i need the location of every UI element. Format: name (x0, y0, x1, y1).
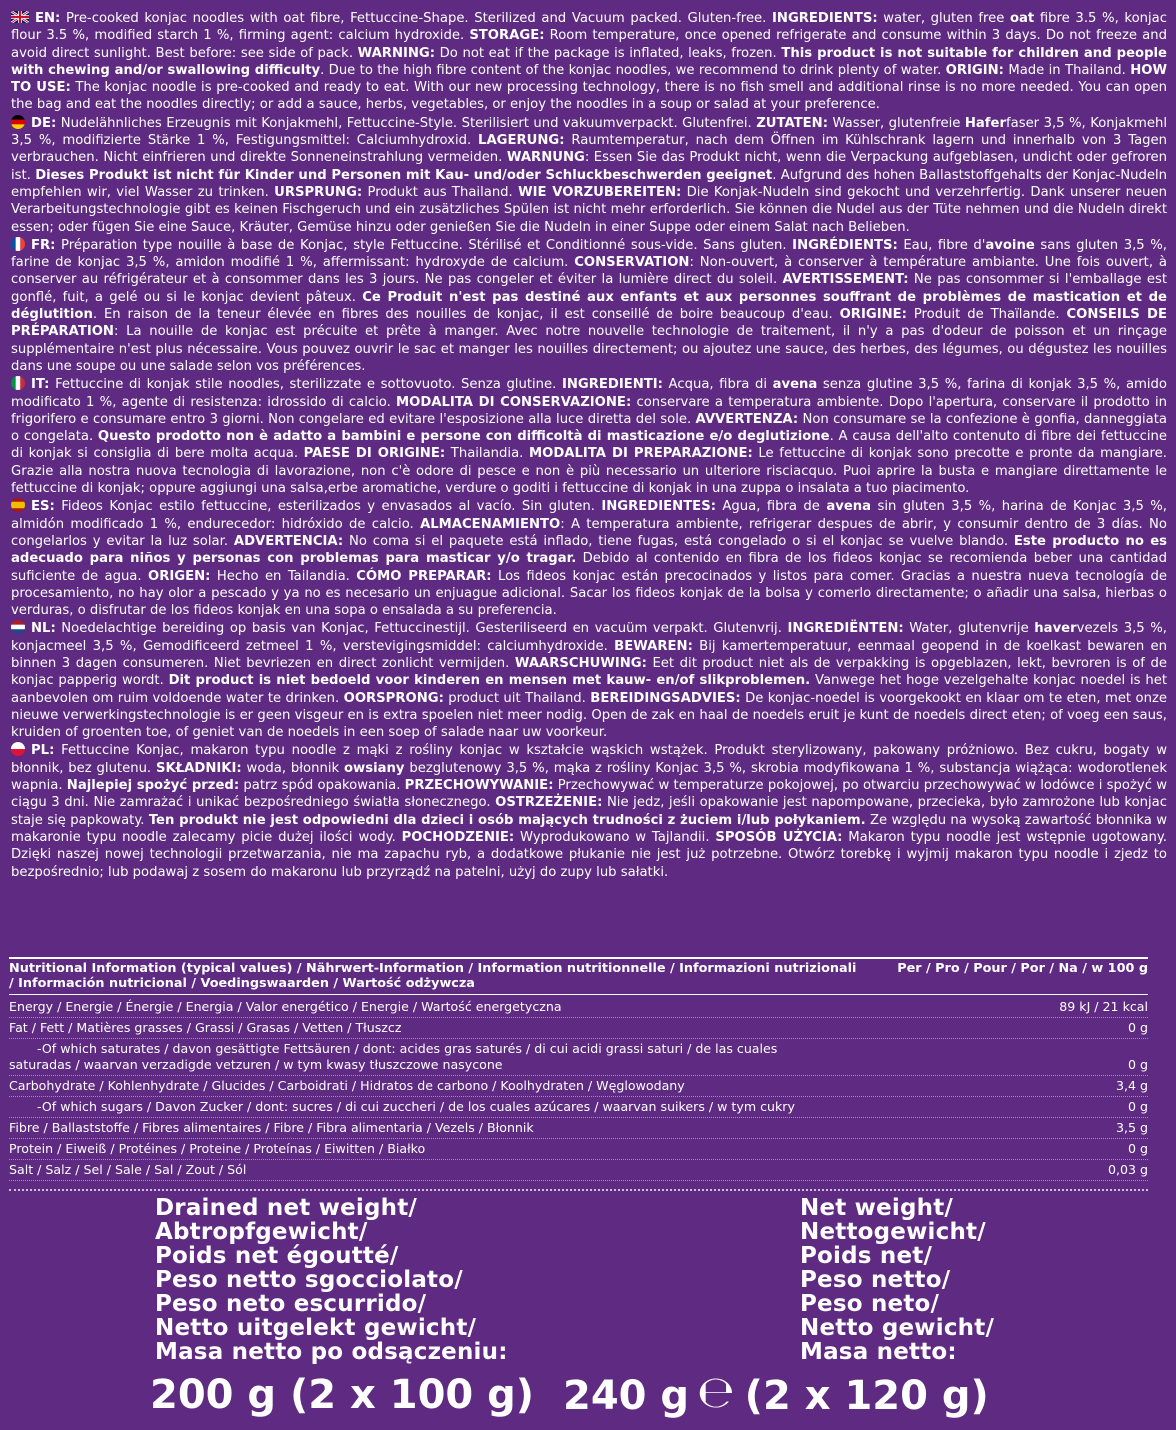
text-segment: Made in Thailand. (1003, 62, 1131, 78)
nutrient-label: Fat / Fett / Matières grasses / Grassi / Grasas / Vetten / Tłuszcz (9, 1020, 402, 1035)
text-segment: . Aufgrund des hohen Ballaststoffgehalts der Konjac-Nudeln empfehlen wir, viel Wasser zu trinken. (11, 167, 1167, 200)
netherlands-flag-icon (11, 620, 25, 634)
bold-text-segment: SKŁADNIKI: (156, 760, 242, 776)
uk-flag-icon (11, 11, 29, 23)
bold-text-segment: ALMACENAMIENTO (420, 516, 561, 532)
france-flag-icon (11, 237, 25, 251)
nutrient-value: 0 g (1127, 1057, 1148, 1072)
text-segment: sin gluten 3,5 %, harina de Konjac 3,5 %, almidón modificado 1 %, endurecedor: hidróxido de calcio. (11, 499, 1167, 532)
text-segment: Los fideos konjac están precocinados y listos para comer. Gracias a nuestra nueva tecnología de procesamiento, no hay olor a pescado y ya no es necesario un enjuague adicional. Sacar los fideos konjak de la bolsa y comerlo directamente; o añadir una salsa, hierbas o verduras, o disfrutar de los fideos konjak en una sopa o ensalada a su preferencia. (11, 568, 1167, 619)
text-segment: Le fettuccine di konjak sono precotte e pronte da mangiare. Grazie alla nostra nuova tecnologia di lavorazione, non c'è odore di pesce e non è più necessario un ulteriore risciacquo. Puoi aprire la busta e mangiare direttamente le fettuccine di konjak; oppure aggiungi una salsa,erbe aromatiche, verdure o goditi i fettuccine di konjak in una zuppa o insalata a tuo piacimento. (11, 446, 1167, 497)
bold-text-segment: haver (1034, 621, 1077, 637)
weight-label-line: Peso netto/ (800, 1267, 951, 1293)
bold-text-segment: MODALITA DI CONSERVAZIONE: (396, 394, 632, 410)
bold-text-segment: ADVERTENCIA: (233, 533, 344, 549)
text-segment: De konjac-noedel is voorgekookt en klaar om te eten, met onze nieuwe verwerkingstechnologie is er geen visgeur en is extra spoelen niet meer nodig. Open de zak en haal de noedels eruit je kunt de noedels direct eten; of voeg een saus, kruiden of groenten toe, of geniet van de noedels in een soep of salade naar uw voorkeur. (11, 690, 1167, 741)
bold-text-segment: NL: (31, 621, 56, 637)
text-segment: Wasser, glutenfreie (827, 115, 965, 131)
text-segment: Bij kamertemperatuur, eenmaal geopend in de koelkast bewaren en binnen 3 dagen consumeren. Niet bevriezen en direct zonlicht vermijden. (11, 638, 1167, 671)
weight-label-line: Masa netto: (800, 1339, 957, 1365)
bold-text-segment: INGREDIENTI: (561, 377, 663, 393)
net-weight-section (0, 1196, 1176, 1430)
bold-text-segment: Questo prodotto non è adatto a bambini e persone con difficoltà di masticazione e/o deglutizione (97, 429, 830, 445)
bold-text-segment: MODALITA DI PREPARAZIONE: (529, 446, 753, 462)
text-segment: Fettuccine di konjak stile noodles, sterilizzate e sottovuoto. Senza glutine. (49, 377, 562, 393)
text-segment: The konjac noodle is pre-cooked and ready to eat. With our new processing technology, there is no fish smell and additional rinse is no more needed. You can open the bag and eat the noodles directly; or add a sauce, herbs, vegetables, or enjoy the noodles in a soup or salad at your preference. (11, 80, 1167, 113)
nutrition-row (9, 1097, 1148, 1118)
bold-text-segment: FR: (31, 237, 56, 253)
weight-label-line: Drained net weight/ (155, 1195, 418, 1221)
bold-text-segment: Ce Produit n'est pas destiné aux enfants et aux personnes souffrant de problèmes de mastication et de déglutition (11, 289, 1168, 323)
lang-block-fr (11, 237, 1167, 375)
nutrition-table-bottom-rule (9, 1181, 1148, 1191)
bold-text-segment: AVERTISSEMENT: (782, 272, 909, 288)
net-weight-detail: (2 x 120 g) (744, 1373, 989, 1419)
nutrition-table (9, 957, 1148, 1191)
nutrient-label (9, 1041, 1118, 1073)
text-segment: Non consumare se la confezione è gonfia, danneggiata o congelata. (11, 411, 1167, 445)
bold-text-segment: OORSPRONG: (343, 690, 444, 706)
lang-block-es (11, 498, 1167, 619)
nutrient-label: Protein / Eiweiß / Protéines / Proteine / Proteínas / Eiwitten / Białko (9, 1141, 426, 1156)
nutrition-row (9, 1018, 1148, 1039)
lang-block-pl (11, 742, 1167, 880)
bold-text-segment: Este producto no es adecuado para niños y personas con problemas para masticar y/o tragar. (11, 533, 1167, 567)
bold-text-segment: Dit product is niet bedoeld voor kinderen en mensen met kauw- en/of slikproblemen. (168, 673, 811, 689)
bold-text-segment: OSTRZEŻENIE: (495, 795, 603, 811)
bold-text-segment: PRZECHOWYWANIE: (404, 778, 554, 794)
text-segment: Fettuccine Konjac, makaron typu noodle z mąki z rośliny konjac w kształcie wąskich wstążek. Produkt sterylizowany, pakowany próżniowo. Bez cukru, bogaty w błonnik, bez glutenu. (11, 743, 1167, 776)
text-segment: vezels 3,5 %, konjacmeel 3,5 %, Gemodificeerd zetmeel 1 %, verstevigingsmiddel: calciumhydroxide. (11, 621, 1167, 654)
weight-label-line: Masa netto po odsączeniu: (155, 1339, 508, 1365)
bold-text-segment: CONSEILS DE PRÉPARATION (11, 307, 1167, 340)
drained-weight-labels (155, 1196, 508, 1364)
bold-text-segment: IT: (31, 377, 50, 393)
nutrition-table-title: Nutritional Information (typical values) / Nährwert-Information / Information nutritionnelle / Informazioni nutrizionali / Información nutricional / Voedingswaarden / Wartość odżywcza (9, 961, 857, 991)
text-segment: . A causa dell'alto contenuto di fibre dei fettuccine di konjak si consiglia di bere molta acqua. (11, 429, 1167, 462)
text-segment: sans gluten 3,5 %, farine de konjac 3,5 %, amidon modifié 1 %, affermissant: hydroxyde de calcium. (11, 237, 1167, 271)
nutrient-value: 3,5 g (1115, 1120, 1148, 1135)
nutrient-label: Fibre / Ballaststoffe / Fibres alimentaires / Fibre / Fibra alimentaria / Vezels / Błonnik (9, 1120, 534, 1135)
nutrient-label: Carbohydrate / Kohlenhydrate / Glucides / Carboidrati / Hidratos de carbono / Koolhydraten / Węglowodany (9, 1078, 685, 1093)
bold-text-segment: PAESE DI ORIGINE: (303, 446, 446, 462)
text-segment: Pre-cooked konjac noodles with oat fibre, Fettuccine-Shape. Sterilized and Vacuum packed. Gluten-free. (60, 11, 772, 26)
text-segment: Fideos Konjac estilo fettuccine, esterilizados y envasados al vacío. Sin gluten. (54, 499, 602, 515)
bold-text-segment: INGREDIENTS: (772, 11, 878, 26)
text-segment: patrz spód opakowania. (239, 778, 405, 794)
nutrient-label: -Of which sugars / Davon Zucker / dont: sucres / di cui zuccheri / de los cuales azúcares / waarvan suikers / w tym cukry (37, 1099, 795, 1114)
bold-text-segment: LAGERUNG: (478, 133, 565, 149)
nutrition-row (9, 1139, 1148, 1160)
bold-text-segment: Ten produkt nie jest odpowiedni dla dzieci i osób mających trudności z żuciem i/lub połykaniem. (148, 812, 866, 828)
weight-label-line: Abtropfgewicht/ (155, 1219, 368, 1245)
bold-text-segment: DE: (31, 115, 57, 131)
bold-text-segment: INGRÉDIENTS: (792, 237, 898, 253)
lang-block-nl (11, 620, 1167, 741)
bold-text-segment: ORIGIN: (945, 62, 1004, 78)
bold-text-segment: oat (1009, 11, 1035, 26)
weight-label-line: Net weight/ (800, 1195, 954, 1221)
bold-text-segment: avena (772, 377, 818, 393)
nutrient-value: 0 g (1127, 1020, 1148, 1035)
nutrient-value: 89 kJ / 21 kcal (1059, 999, 1148, 1014)
text-segment: Noedelachtige bereiding op basis van Konjac, Fettuccinestijl. Gesteriliseerd en vacuüm verpakt. Glutenvrij. (55, 621, 788, 637)
bold-text-segment: WARNING: (357, 45, 436, 61)
text-segment: product uit Thailand. (443, 690, 591, 706)
text-segment: Produit de Thaïlande. (906, 307, 1067, 323)
bold-text-segment: BEREIDINGSADVIES: (590, 690, 741, 706)
nutrient-label-line: saturadas / waarvan verzadigde vetzuren / w tym kwasy tłuszczowe nasycone (9, 1057, 503, 1072)
bold-text-segment: ES: (31, 499, 55, 515)
nutrient-value: 0,03 g (1107, 1162, 1148, 1177)
bold-text-segment: HOW TO USE: (11, 62, 1168, 96)
text-segment: Eau, fibre d' (897, 237, 986, 253)
bold-text-segment: Najlepiej spożyć przed: (66, 778, 240, 794)
text-segment: . En raison de la teneur élevée en fibres des nouilles de konjac, il est conseillé de boire beaucoup d'eau. (92, 307, 840, 323)
germany-flag-icon (11, 115, 25, 129)
nutrient-label: Energy / Energie / Énergie / Energia / Valor energético / Energie / Wartość energetyczna (9, 999, 562, 1014)
nutrition-row (9, 1076, 1148, 1097)
text-segment: Room temperature, once opened refrigerate and consume within 3 days. Do not freeze and avoid direct sunlight. Best before: see side of pack. (11, 28, 1167, 61)
weight-label-line: Peso neto escurrido/ (155, 1291, 427, 1317)
weight-label-line: Peso neto/ (800, 1291, 940, 1317)
text-segment: senza glutine 3,5 %, farina di konjak 3,5 %, amido modificato 1 %, agente di resistenza: idrossido di calcio. (11, 377, 1167, 410)
weight-label-line: Peso netto sgocciolato/ (155, 1267, 463, 1293)
text-segment: water, gluten free (877, 11, 1010, 26)
nutrition-row (9, 1118, 1148, 1139)
bold-text-segment: POCHODZENIE: (401, 829, 515, 845)
bold-text-segment: WIE VORZUBEREITEN: (518, 184, 682, 200)
bold-text-segment: WAARSCHUWING: (514, 655, 647, 671)
weight-label-line: Nettogewicht/ (800, 1219, 986, 1245)
text-segment: Water, glutenvrije (903, 621, 1035, 637)
text-segment: Makaron typu noodle jest wstępnie ugotowany. Dzięki naszej nowej technologii przetwarzania, nie ma zapachu ryb, a dodatkowe płukanie nie jest już potrzebne. Otwórz torebkę i wyjmij makaron typu noodle i zjedz to bezpośrednio; lub podawaj z sosem do makaronu lub przyrządź na patelni, użyj do zupy lub sałatki. (11, 829, 1167, 880)
text-segment: : La nouille de konjac est précuite et prête à manger. Avec notre nouvelle technologie de traitement, il n'y a pas d'odeur de poisson et un rinçage supplémentaire n'est plus nécessaire. Vous pouvez ouvrir le sac et manger les nouilles directement; ou ajoutez une sauce, des herbes, des légumes, ou dégustez les nouilles dans une soupe ou une salade selon vos préférences. (11, 324, 1167, 374)
text-segment: : Non-ouvert, à conserver à température ambiante. Une fois ouvert, à conserver au réfrigérateur et à consommer dans les 3 jours. Ne pas congeler et éviter la lumière direct du soleil. (11, 255, 1167, 288)
lang-block-de (11, 115, 1167, 236)
weight-label-line: Netto uitgelekt gewicht/ (155, 1315, 477, 1341)
bold-text-segment: SPOSÓB UŻYCIA: (715, 829, 843, 845)
bold-text-segment: STORAGE: (469, 28, 545, 44)
nutrition-table-header (9, 957, 1148, 995)
nutrition-per-100g-label: Per / Pro / Pour / Por / Na / w 100 g (897, 961, 1148, 976)
bold-text-segment: ORIGINE: (839, 307, 907, 323)
text-segment: Eet dit product niet als de verpakking is opgeblazen, lekt, bevroren is of de konjac papperig wordt. (11, 655, 1167, 689)
bold-text-segment: avoine (985, 237, 1035, 253)
nutrient-label: Salt / Salz / Sel / Sale / Sal / Zout / Sól (9, 1162, 247, 1177)
text-segment: Ze względu na wysoką zawartość błonnika w makaronie typu noodle zalecamy picie dużej ilości wody. (11, 812, 1167, 845)
text-segment: Raumtemperatur, nach dem Öffnen im Kühlschrank lagern und innerhalb von 3 Tagen verbrauchen. Nicht einfrieren und direkte Sonneneinstrahlung vermeiden. (11, 133, 1167, 166)
drained-weight-amount: 200 g (2 x 100 g) (150, 1372, 535, 1418)
bold-text-segment: avena (826, 499, 872, 515)
bold-text-segment: PL: (31, 743, 55, 759)
bold-text-segment: INGREDIËNTEN: (787, 621, 904, 637)
net-weight-labels (800, 1196, 994, 1364)
text-segment: Préparation type nouille à base de Konjac, style Fettuccine. Stérilisé et Conditionné sous-vide. Sans gluten. (55, 237, 793, 253)
text-segment: fibre 3.5 %, konjac flour 3.5 %, modified starch 1 %, firming agent: calcium hydroxide. (11, 11, 1167, 44)
text-segment: No coma si el paquete está inflado, tiene fugas, está congelado o si el konjac se vuelve blando. (343, 533, 1014, 549)
text-segment: conservare a temperatura ambiente. Dopo l'apertura, conservare il prodotto in frigorifero e consumare entro 3 giorni. Non congelare ed evitare l'esposizione alla luce diretta del sole. (11, 394, 1167, 427)
bold-text-segment: ZUTATEN: (756, 115, 828, 131)
nutrition-row (9, 1160, 1148, 1181)
net-weight-value: 240 g (563, 1373, 690, 1419)
bold-text-segment: CONSERVATION (574, 255, 690, 271)
lang-block-en (11, 10, 1167, 114)
bold-text-segment: AVVERTENZA: (695, 411, 799, 427)
text-segment: . Due to the high fibre content of the konjac noodles, we recommend to drink plenty of water. (320, 62, 946, 78)
text-segment: faser 3,5 %, Konjakmehl 3,5 %, modifizierte Stärke 1 %, Festigungsmittel: Calciumhydroxid. (11, 115, 1167, 149)
text-segment: : Essen Sie das Produkt nicht, wenn die Verpackung aufgeblasen, undicht oder gefroren ist. (11, 150, 1167, 183)
text-segment: Debido al contenido en fibra de los fideos konjac se recomienda beber una cantidad suficiente de agua. (11, 551, 1168, 584)
text-segment: Die Konjak-Nudeln sind gekocht und verzehrfertig. Dank unserer neuen Verarbeitungstechnologie gibt es keinen Fischgeruch und ein zusätzliches Spülen ist nicht mehr erforderlich. Sie können die Nudel aus der Tüte nehmen und die Nudeln direkt essen; oder fügen Sie eine Sauce, Kräuter, Gemüse hinzu oder genießen Sie die Nudeln in einer Suppe oder einem Salat nach Belieben. (11, 184, 1167, 235)
italy-flag-icon (11, 376, 25, 390)
weight-label-line: Poids net/ (800, 1243, 933, 1269)
lang-block-it (11, 376, 1167, 497)
nutrient-label-line: -Of which saturates / davon gesättigte Fettsäuren / dont: acides gras saturés / di cui acidi grassi saturi / de las cuales (37, 1041, 778, 1056)
text-segment: Nudelähnliches Erzeugnis mit Konjakmehl, Fettuccine-Style. Sterilisiert und vakuumverpackt. Glutenfrei. (56, 115, 757, 131)
text-segment: : A temperatura ambiente, refrigerar despues de abrir, y consumir dentro de 3 días. No congelarlos y evitar la luz solar. (11, 516, 1167, 549)
bold-text-segment: EN: (35, 11, 61, 26)
text-segment: Hecho en Tailandia. (210, 568, 357, 584)
text-segment: Agua, fibra de (715, 499, 827, 515)
weight-label-line: Netto gewicht/ (800, 1315, 995, 1341)
poland-flag-icon (11, 742, 25, 756)
text-segment: Vanwege het hoge vezelgehalte konjac noedel is het aanbevolen om ruim voldoende water te drinken. (11, 673, 1167, 706)
text-segment: Thailandia. (445, 446, 529, 462)
bold-text-segment: BEWAREN: (614, 638, 693, 654)
multilingual-description (11, 10, 1167, 882)
nutrition-row (9, 995, 1148, 1018)
bold-text-segment: WARNUNG (506, 150, 585, 166)
nutrient-value: 3,4 g (1115, 1078, 1148, 1093)
spain-flag-icon (11, 498, 25, 512)
nutrient-value: 0 g (1127, 1099, 1148, 1114)
text-segment: bezglutenowy 3,5 %, mąka z rośliny Konjac 3,5 %, skrobia modyfikowana 1 %, substancja wiążąca: wodorotlenek wapnia. (11, 760, 1167, 794)
text-segment: woda, błonnik (241, 760, 344, 776)
bold-text-segment: This product is not suitable for children and people with chewing and/or swallowing difficulty (11, 45, 1167, 78)
text-segment: Ne pas consommer si l'emballage est gonflé, fuit, a gelé ou si le konjac devient pâteux. (11, 272, 1167, 305)
text-segment: Acqua, fibra di (662, 377, 773, 393)
net-weight-amount (563, 1367, 989, 1419)
text-segment: Wyprodukowano w Tajlandii. (514, 829, 716, 845)
bold-text-segment: Dieses Produkt ist nicht für Kinder und Personen mit Kau- und/oder Schluckbeschwerden geeignet (35, 167, 773, 183)
weight-label-line: Poids net égoutté/ (155, 1243, 399, 1269)
bold-text-segment: URSPRUNG: (274, 184, 363, 200)
nutrition-row (9, 1039, 1148, 1076)
text-segment: Produkt aus Thailand. (362, 184, 519, 200)
bold-text-segment: INGREDIENTES: (601, 499, 716, 515)
nutrient-value: 0 g (1127, 1141, 1148, 1156)
bold-text-segment: CÓMO PREPARAR: (356, 568, 492, 584)
text-segment: Nie jedz, jeśli opakowanie jest napompowane, przecieka, było zamrożone lub konjac staje się papkowaty. (11, 795, 1167, 828)
estimated-sign-icon: ℮ (697, 1367, 735, 1418)
bold-text-segment: owsiany (344, 760, 405, 776)
bold-text-segment: ORIGEN: (148, 568, 211, 584)
nutrition-rows (9, 995, 1148, 1181)
text-segment: Do not eat if the package is inflated, leaks, frozen. (435, 45, 782, 61)
bold-text-segment: Hafer (964, 115, 1006, 131)
text-segment: Przechowywać w temperaturze pokojowej, po otwarciu przechowywać w lodówce i spożyć w ciągu 3 dni. Nie zamrażać i unikać bezpośredniego światła słonecznego. (11, 778, 1167, 811)
